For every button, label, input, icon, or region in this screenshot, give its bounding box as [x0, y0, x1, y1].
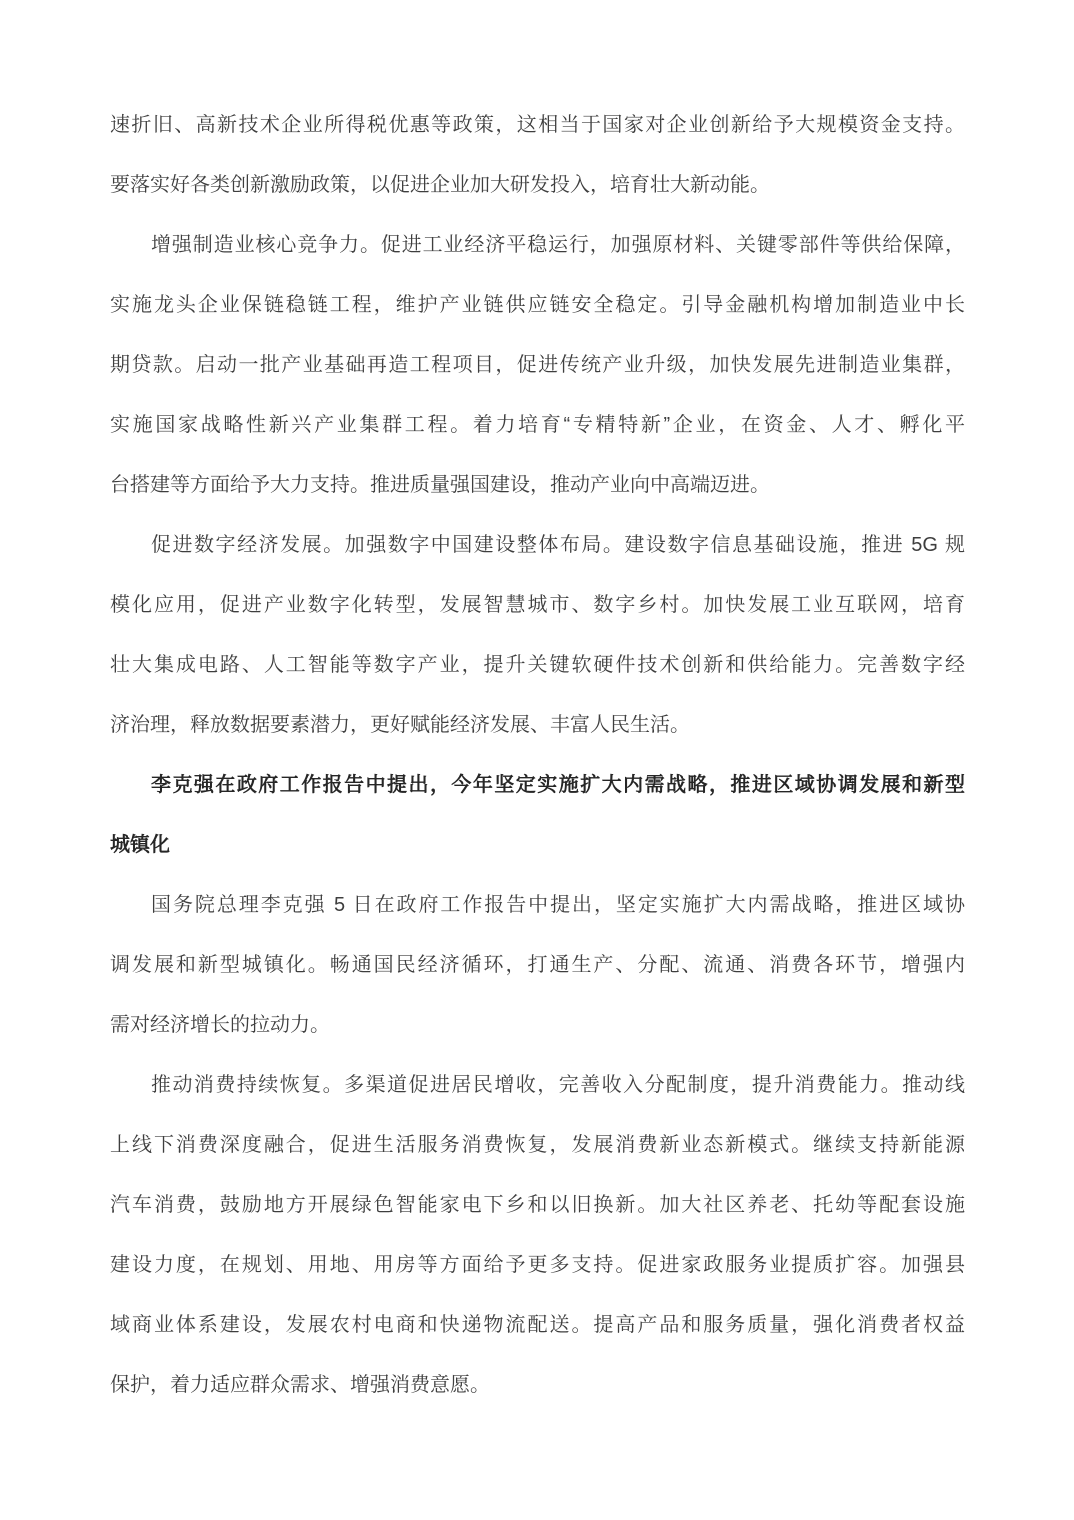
- text-line: 推动消费持续恢复。多渠道促进居民增收，完善收入分配制度，提升消费能力。推动线: [151, 1074, 965, 1096]
- paragraph-manufacturing-competitiveness: [110, 215, 965, 515]
- text-line: 保护，着力适应群众需求、增强消费意愿。: [110, 1374, 490, 1396]
- text-line: 模化应用，促进产业数字化转型，发展智慧城市、数字乡村。加快发展工业互联网，培育: [110, 594, 965, 616]
- text-line: 增强制造业核心竞争力。促进工业经济平稳运行，加强原材料、关键零部件等供给保障，: [151, 234, 965, 256]
- text-line: 台搭建等方面给予大力支持。推进质量强国建设，推动产业向中高端迈进。: [110, 474, 770, 496]
- heading-line: 李克强在政府工作报告中提出，今年坚定实施扩大内需战略，推进区域协调发展和新型: [151, 774, 965, 796]
- text-line: 汽车消费，鼓励地方开展绿色智能家电下乡和以旧换新。加大社区养老、托幼等配套设施: [110, 1194, 965, 1216]
- paragraph-innovation-tax-policy: [110, 95, 965, 215]
- text-line: 促进数字经济发展。加强数字中国建设整体布局。建设数字信息基础设施，推进 5G 规: [151, 534, 965, 556]
- heading-line: 城镇化: [110, 834, 170, 856]
- text-line: 建设力度，在规划、用地、用房等方面给予更多支持。促进家政服务业提质扩容。加强县: [110, 1254, 965, 1276]
- text-line: 实施国家战略性新兴产业集群工程。着力培育“专精特新”企业，在资金、人才、孵化平: [110, 414, 965, 436]
- text-line: 壮大集成电路、人工智能等数字产业，提升关键软硬件技术创新和供给能力。完善数字经: [110, 654, 965, 676]
- text-line: 济治理，释放数据要素潜力，更好赋能经济发展、丰富人民生活。: [110, 714, 690, 736]
- paragraph-domestic-demand-intro: [110, 875, 965, 1055]
- text-line: 速折旧、高新技术企业所得税优惠等政策，这相当于国家对企业创新给予大规模资金支持。: [110, 114, 965, 136]
- text-line: 需对经济增长的拉动力。: [110, 1014, 330, 1036]
- text-line: 国务院总理李克强 5 日在政府工作报告中提出，坚定实施扩大内需战略，推进区域协: [151, 894, 965, 916]
- paragraph-digital-economy: [110, 515, 965, 755]
- text-line: 上线下消费深度融合，促进生活服务消费恢复，发展消费新业态新模式。继续支持新能源: [110, 1134, 965, 1156]
- paragraph-consumption-recovery: [110, 1055, 965, 1415]
- text-line: 期贷款。启动一批产业基础再造工程项目，促进传统产业升级，加快发展先进制造业集群，: [110, 354, 965, 376]
- text-line: 实施龙头企业保链稳链工程，维护产业链供应链安全稳定。引导金融机构增加制造业中长: [110, 294, 965, 316]
- text-line: 域商业体系建设，发展农村电商和快递物流配送。提高产品和服务质量，强化消费者权益: [110, 1314, 965, 1336]
- heading-expand-domestic-demand: [110, 755, 965, 875]
- text-line: 要落实好各类创新激励政策，以促进企业加大研发投入，培育壮大新动能。: [110, 174, 770, 196]
- text-line: 调发展和新型城镇化。畅通国民经济循环，打通生产、分配、流通、消费各环节，增强内: [110, 954, 965, 976]
